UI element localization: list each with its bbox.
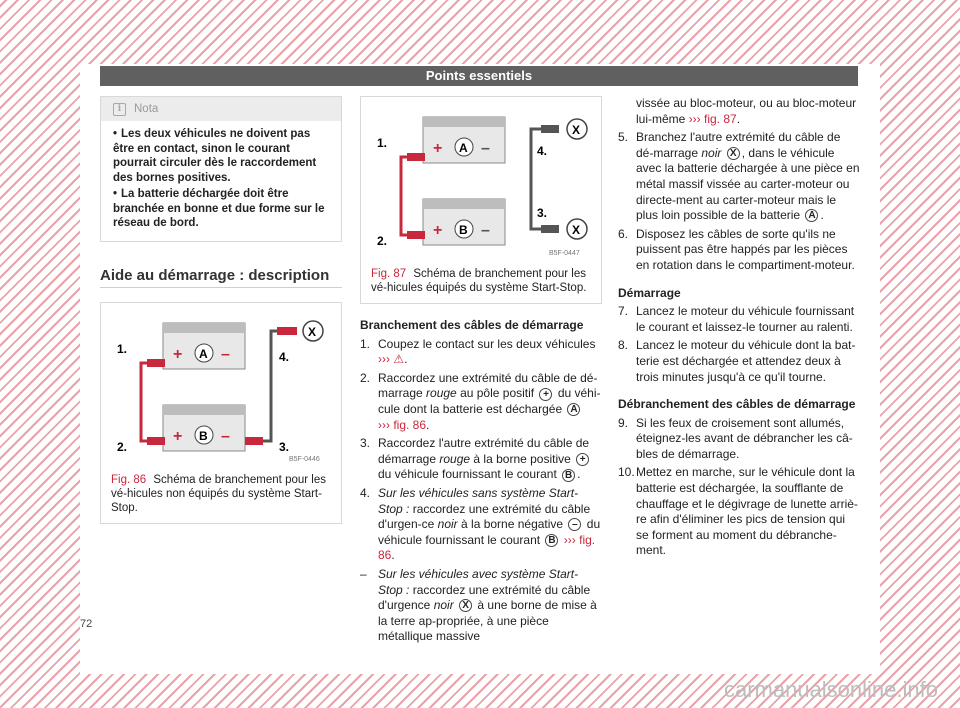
- label-2: 2.: [117, 440, 128, 455]
- label-a: A: [459, 141, 468, 155]
- step-8: [618, 338, 860, 385]
- section-title: Aide au démarrage : description: [100, 268, 342, 289]
- label-2: 2.: [377, 234, 388, 248]
- step-dash: –: [360, 566, 367, 581]
- plus-terminal-b: +: [173, 428, 183, 446]
- step-number: 10.: [618, 465, 635, 480]
- label-1: 1.: [117, 342, 128, 357]
- step-text: Lancez le moteur du véhicule dont la bat-terie est déchargée et attendez deux à trois minutes jusqu'à ce qu'il tourne.: [636, 338, 856, 384]
- info-icon: i: [113, 103, 126, 116]
- label-4: 4.: [537, 144, 548, 158]
- column-middle: [360, 96, 602, 648]
- start-title: Démarrage: [618, 285, 681, 300]
- column-right: [618, 96, 860, 562]
- fig-86-link[interactable]: ››› fig. 86: [378, 532, 596, 563]
- step-text: à la borne positive: [473, 451, 571, 466]
- word-rouge: rouge: [426, 386, 457, 401]
- step-5: 5. Branchez l'autre extrémité du câble de dé-marrage noir X , dans le véhicule avec la batterie déchargée à une pièce en métal massif vissée au carter-moteur ou directe-ment au carter-moteur mais le plus loin possible de la batterie A .: [618, 130, 860, 223]
- key-b-icon: B: [545, 534, 558, 547]
- disconnect-title: Débranchement des câbles de démarrage: [618, 397, 856, 412]
- key-b-icon: B: [562, 469, 575, 482]
- step-text: raccordez une extrémité du câble d'urgence: [378, 582, 591, 613]
- note-bullet: • Les deux véhicules ne doivent pas être en contact, sinon le courant pourrait circuler dès le raccordement des bornes positives.: [113, 127, 331, 185]
- label-x: X: [572, 223, 581, 237]
- step-number: 6.: [618, 226, 629, 241]
- page-number: 72: [80, 618, 93, 630]
- svg-text:–: –: [481, 222, 490, 239]
- note-body: [101, 121, 341, 241]
- step-4b: [360, 567, 602, 645]
- word-noir: noir: [437, 517, 458, 532]
- minus-key-icon: –: [568, 518, 581, 531]
- label-b: B: [199, 429, 208, 444]
- step-10: [618, 465, 860, 559]
- step-2: 2. Raccordez une extrémité du câble de dé-marrage rouge au pôle positif + du véhi-cule dont la batterie est déchargée A ››› fig. 86.: [360, 370, 601, 432]
- ref-arrow[interactable]: ›››: [378, 352, 390, 367]
- step-number: 5.: [618, 130, 629, 145]
- figure-86: [100, 302, 342, 524]
- watermark: carmanualsonline.info: [723, 677, 938, 702]
- step-number: 2.: [360, 370, 371, 385]
- step-text: , dans le véhicule avec la batterie déchargée à une pièce en métal massif vissée au carter-moteur ou directe-ment au carter-moteur mais le plus loin possible de la batterie: [636, 145, 860, 223]
- step-4: 4. Sur les véhicules sans système Start-Stop : raccordez une extrémité du câble d'urgen-ce noir à la borne négative – du véhicule fournissant le courant B ››› fig. 86.: [360, 485, 601, 563]
- note-bullet: • La batterie déchargée doit être branchée en bonne et due forme sur le réseau de bord.: [113, 187, 331, 231]
- note-label: Nota: [134, 103, 159, 115]
- step-text: au pôle positif: [460, 386, 535, 401]
- figure-code: B5F-0447: [549, 250, 580, 257]
- figure-code: B5F-0446: [289, 456, 320, 464]
- minus-terminal-b: –: [221, 428, 230, 446]
- step-7: [618, 304, 860, 335]
- step-number: 3.: [360, 436, 371, 451]
- step-text: à la borne négative: [461, 517, 564, 532]
- step-3: 3. Raccordez l'autre extrémité du câble de démarrage rouge à la borne positive + du véhicule fournissant le courant B .: [360, 436, 590, 482]
- fig-86-link[interactable]: ››› fig. 86: [378, 417, 427, 432]
- figure-86-image: [111, 313, 331, 463]
- plus-key-icon: +: [576, 453, 589, 466]
- step-text: du véhi-cule dont la batterie est déchargée: [378, 386, 601, 416]
- word-noir: noir: [433, 598, 454, 613]
- step-text: Si les feux de croisement sont allumés, éteignez-les avant de débrancher les câ-bles de démarrage.: [636, 415, 853, 461]
- label-a: A: [199, 347, 208, 362]
- column-left: [100, 96, 342, 524]
- step-lead: Sur les véhicules sans système Start-Stop :: [378, 485, 579, 516]
- key-a-icon: A: [567, 403, 580, 416]
- key-x-icon: X: [727, 147, 740, 160]
- minus-terminal-a: –: [221, 346, 230, 364]
- step-text: Raccordez l'autre extrémité du câble de démarrage: [378, 436, 590, 466]
- fig-87-link[interactable]: ››› fig. 87: [688, 111, 737, 126]
- figure-number: Fig. 87: [371, 268, 407, 280]
- step-text: Mettez en marche, sur le véhicule dont la batterie est déchargée, la soufflante de chauffage et le dégivrage de lunette arriè-re afin d'éliminer les pics de tension qui se forment au moment du débranche-ment.: [636, 465, 858, 558]
- step-1: 1. Coupez le contact sur les deux véhicules ››› ⚠.: [360, 336, 596, 367]
- step-6: [618, 227, 860, 274]
- key-x-icon: X: [459, 599, 472, 612]
- page-header: Points essentiels: [100, 66, 858, 86]
- caption-text: Schéma de branchement pour les vé-hicules équipés du système Start-Stop.: [371, 268, 587, 294]
- jumper-diagram-86: [111, 313, 331, 463]
- label-b: B: [459, 223, 468, 237]
- step-number: 9.: [618, 415, 629, 430]
- step-number: 8.: [618, 338, 629, 353]
- figure-86-caption: [101, 473, 341, 523]
- step-text: à une borne de mise à la terre ap-propriée, à une pièce métallique massive: [378, 598, 597, 644]
- label-4: 4.: [279, 350, 290, 365]
- step-text: raccordez une extrémité du câble d'urgen-ce: [378, 501, 591, 532]
- figure-87-caption: [361, 267, 601, 303]
- figure-number: Fig. 86: [111, 474, 147, 487]
- svg-text:–: –: [481, 140, 490, 157]
- label-3: 3.: [279, 440, 290, 455]
- note-header: [101, 97, 341, 121]
- step-text: Branchez l'autre extrémité du câble de dé-marrage: [636, 130, 841, 160]
- step-number: 4.: [360, 485, 371, 500]
- svg-text:+: +: [433, 140, 443, 157]
- step-text: du véhicule fournissant le courant: [378, 467, 557, 482]
- warning-icon[interactable]: ⚠: [393, 352, 405, 367]
- step-text: Disposez les câbles de sorte qu'ils ne puissent pas être happés par les pièces en rotation dans le compartiment-moteur.: [636, 226, 855, 272]
- plus-key-icon: +: [539, 388, 552, 401]
- key-a-icon: A: [805, 209, 818, 222]
- step-text: Raccordez une extrémité du câble de dé-marrage: [378, 370, 598, 401]
- step-text: vissée au bloc-moteur, ou au bloc-moteur lui-même: [636, 96, 857, 126]
- step-text: Coupez le contact sur les deux véhicules: [378, 336, 596, 351]
- step-lead: Sur les véhicules avec système Start-Stop :: [378, 566, 579, 597]
- word-rouge: rouge: [439, 451, 471, 466]
- figure-87: [360, 96, 602, 304]
- label-3: 3.: [537, 206, 548, 220]
- step-text: du véhicule fournissant le courant: [378, 517, 601, 547]
- figure-87-image: [371, 107, 591, 257]
- step-text: Lancez le moteur du véhicule fournissant le courant et laissez-le tourner au ralenti.: [636, 304, 855, 334]
- jumper-diagram-87: [371, 107, 591, 257]
- step-9: [618, 416, 860, 463]
- label-x: X: [572, 123, 581, 137]
- connect-title: Branchement des câbles de démarrage: [360, 318, 584, 332]
- caption-text: Schéma de branchement pour les vé-hicules non équipés du système Start-Stop.: [111, 474, 326, 515]
- svg-text:+: +: [433, 222, 443, 239]
- note-box: [100, 96, 342, 242]
- word-noir: noir: [701, 145, 722, 160]
- step-number: 1.: [360, 336, 371, 351]
- plus-terminal-a: +: [173, 346, 183, 364]
- label-x: X: [308, 325, 317, 340]
- step-number: 7.: [618, 304, 629, 319]
- label-1: 1.: [377, 136, 388, 150]
- step-4b-continued: vissée au bloc-moteur, ou au bloc-moteur lui-même ››› fig. 87.: [636, 96, 857, 126]
